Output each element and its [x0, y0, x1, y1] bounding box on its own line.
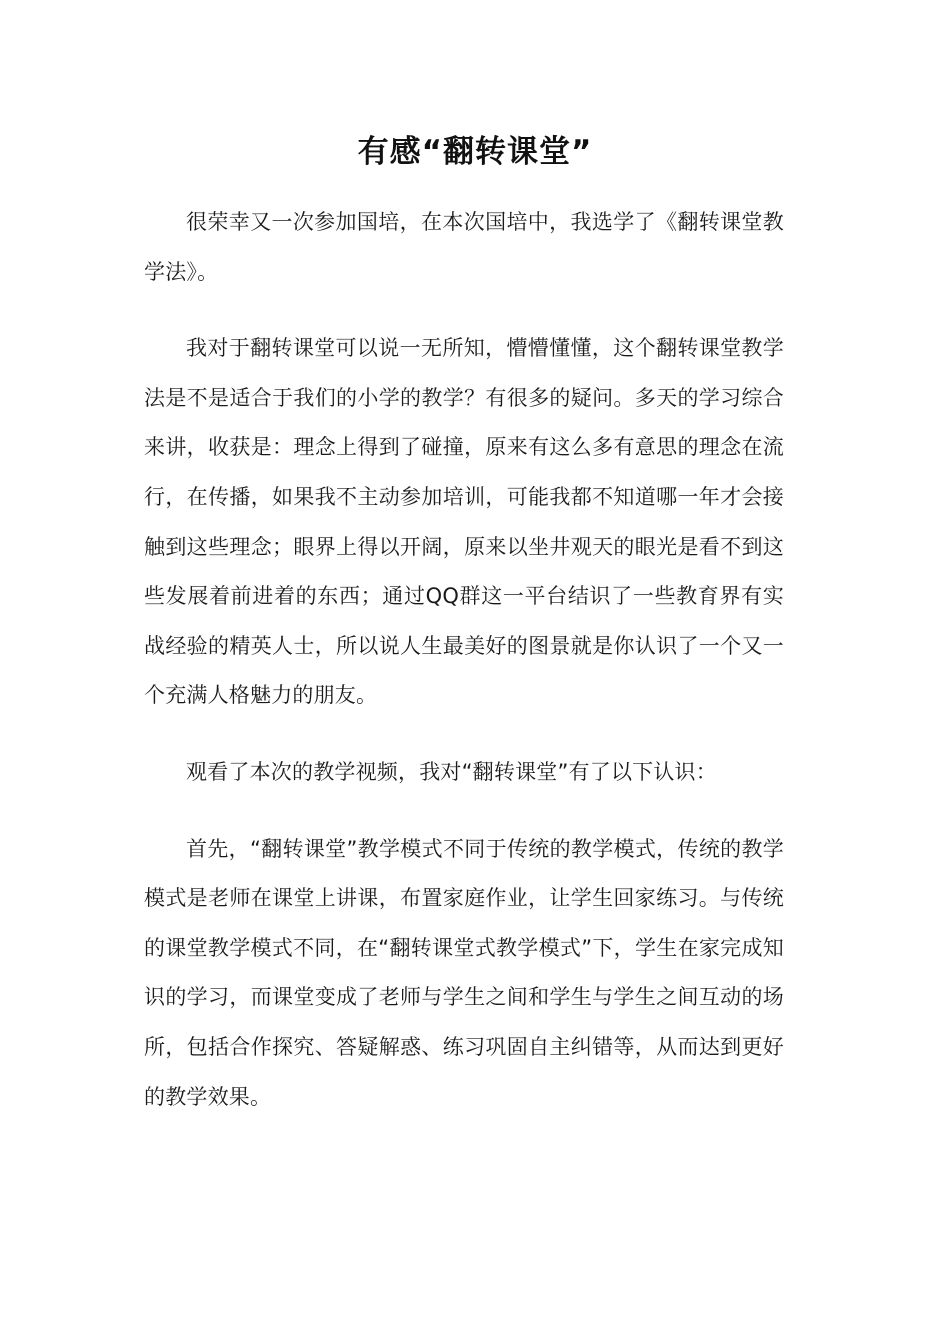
paragraph-video: 观看了本次的教学视频，我对“翻转课堂”有了以下认识：: [186, 759, 717, 784]
paragraph-intro: 很荣幸又一次参加国培，在本次国培中，我选学了《翻转课堂教学法》。: [144, 210, 784, 284]
paragraph-reflection: 我对于翻转课堂可以说一无所知，懵懵懂懂，这个翻转课堂教学法是不是适合于我们的小学的教学？有很多的疑问。多天的学习综合来讲，收获是：理念上得到了碰撞，原来有这么多有意思的理念在流行，在传播，如果我不主动参加培训，可能我都不知道哪一年才会接触到这些理念；眼界上得以开阔，原来以坐井观天的眼光是看不到这些发展着前进着的东西；通过QQ群这一平台结识了一些教育界有实战经验的精英人士，所以说人生最美好的图景就是你认识了一个又一个充满人格魅力的朋友。: [144, 336, 784, 708]
paragraph-first-point: 首先，“翻转课堂”教学模式不同于传统的教学模式，传统的教学模式是老师在课堂上讲课，布置家庭作业，让学生回家练习。与传统的课堂教学模式不同，在“翻转课堂式教学模式”下，学生在家完成知识的学习，而课堂变成了老师与学生之间和学生与学生之间互动的场所，包括合作探究、答疑解惑、练习巩固自主纠错等，从而达到更好的教学效果。: [144, 836, 784, 1109]
document-title: 有感“翻转课堂”: [357, 134, 593, 170]
document-body: [144, 198, 784, 1149]
